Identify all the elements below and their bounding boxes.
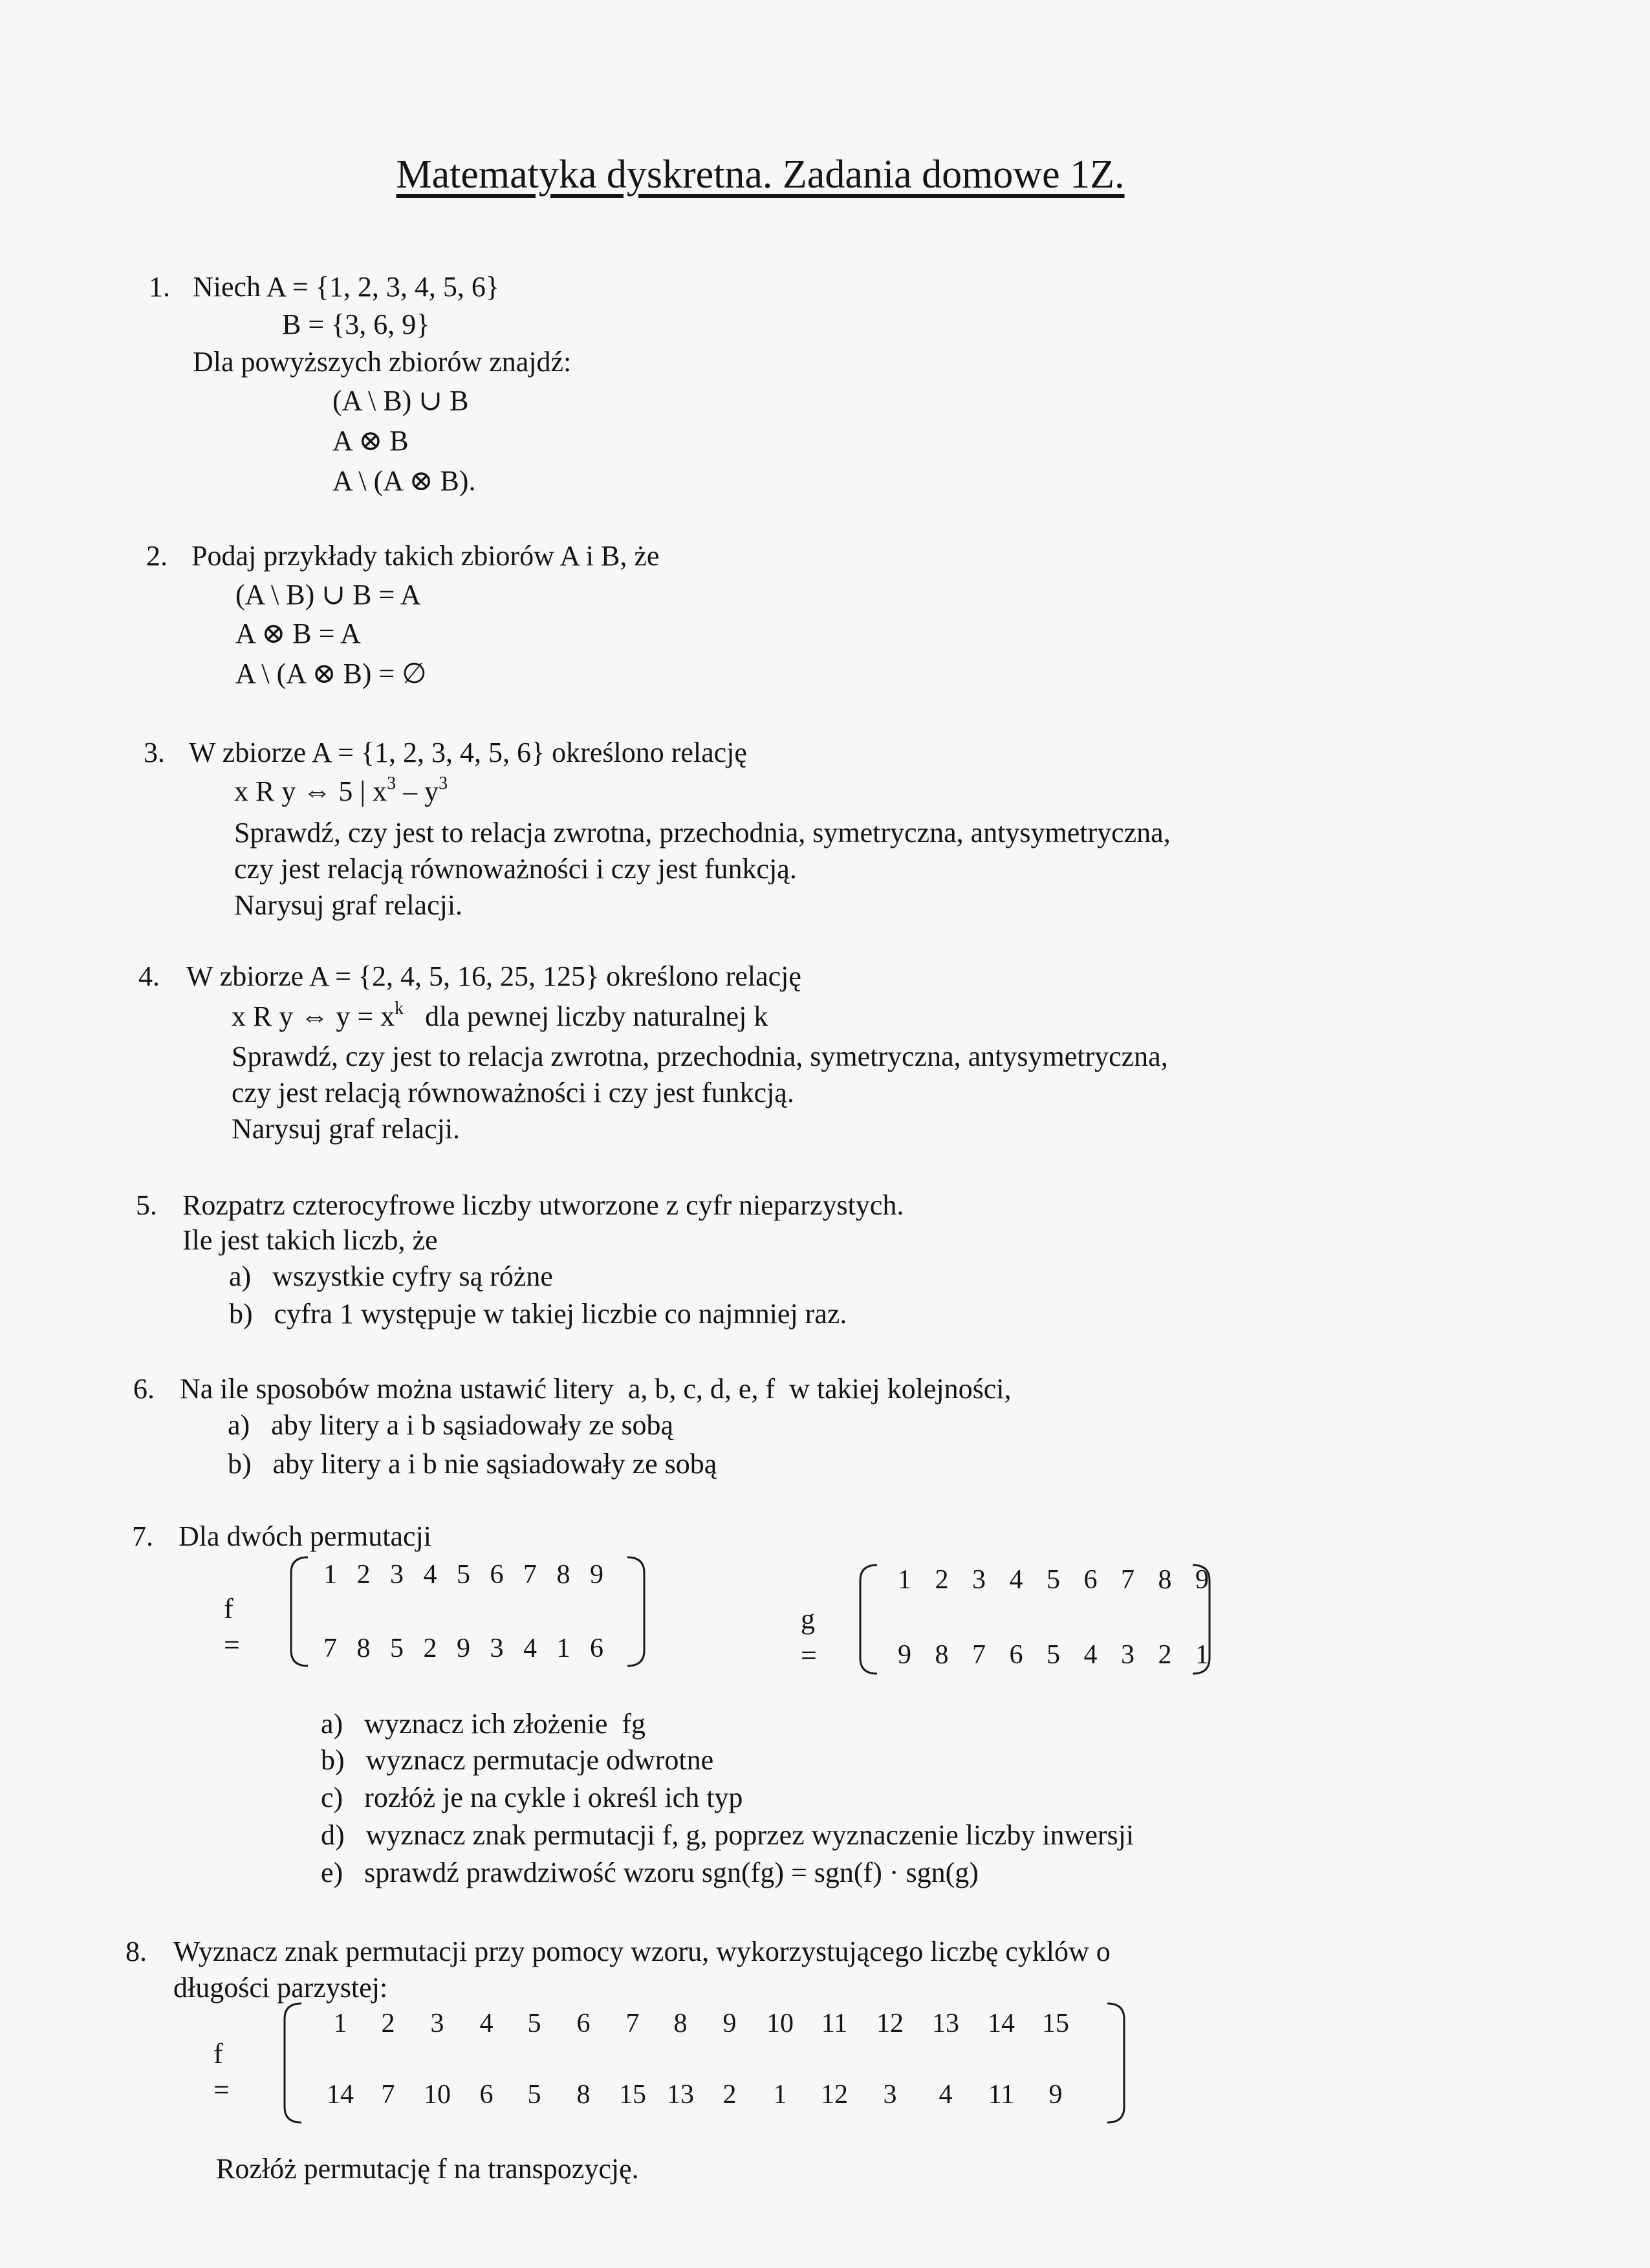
problem-text: Sprawdź, czy jest to relacja zwrotna, przechodnia, symetryczna, antysymetryczna, — [232, 1041, 1168, 1072]
problem-number: 2. — [146, 540, 168, 572]
matrix-label: g = — [801, 1603, 817, 1671]
problem-text: czy jest relacją równoważności i czy jest funkcją. — [234, 853, 797, 885]
matrix-cell: 3 — [883, 2080, 897, 2110]
relation-definition — [234, 773, 448, 810]
matrix-cell: 3 — [430, 2009, 444, 2038]
problem-text: Narysuj graf relacji. — [232, 1113, 461, 1145]
left-bracket — [279, 2000, 305, 2126]
page-title: Matematyka dyskretna. Zadania domowe 1Z. — [396, 153, 1125, 197]
matrix-cell: 13 — [932, 2009, 959, 2038]
sub-item: a) wyznacz ich złożenie fg — [321, 1708, 646, 1740]
problem-text: Na ile sposobów można ustawić litery a, b, c, d, e, f w takiej kolejności, — [180, 1373, 1012, 1405]
expression: A ⊗ B — [332, 425, 409, 457]
matrix-cell: 9 — [722, 2009, 737, 2038]
sub-item: b) wyznacz permutacje odwrotne — [321, 1744, 714, 1776]
matrix-cell: 11 — [988, 2080, 1015, 2110]
problem-text: Ile jest takich liczb, że — [182, 1224, 438, 1256]
exponent: 3 — [439, 773, 448, 794]
problem-number: 3. — [144, 737, 165, 768]
matrix-cell: 14 — [327, 2080, 354, 2110]
problem-text: Rozłóż permutację f na transpozycję. — [216, 2153, 639, 2185]
matrix-cell: 1 — [773, 2080, 787, 2110]
matrix-cell: 1 — [333, 2009, 347, 2038]
matrix-cell: 5 — [527, 2080, 541, 2110]
matrix-cell: 7 — [381, 2080, 395, 2110]
matrix-cell: 6 — [576, 2009, 591, 2038]
problem-text: B = {3, 6, 9} — [282, 308, 430, 340]
right-bracket — [624, 1553, 649, 1670]
problem-text: długości parzystej: — [173, 1972, 388, 2003]
matrix-cell: 7 — [625, 2009, 640, 2038]
matrix-cell: 6 — [479, 2080, 494, 2110]
matrix-bottom-row: 9 8 7 6 5 4 3 2 1 — [898, 1640, 1214, 1670]
matrix-label: f = — [213, 2038, 230, 2106]
problem-text: Dla powyższych zbiorów znajdź: — [193, 346, 572, 378]
problem-text: Rozpatrz czterocyfrowe liczby utworzone z cyfr nieparzystych. — [182, 1189, 904, 1221]
problem-text: Narysuj graf relacji. — [234, 889, 463, 921]
problem-text: czy jest relacją równoważności i czy jest funkcją. — [232, 1077, 794, 1108]
sub-item: b) aby litery a i b nie sąsiadowały ze sobą — [228, 1448, 717, 1480]
matrix-cell: 12 — [821, 2080, 848, 2110]
relation-definition — [232, 999, 768, 1035]
exponent: 3 — [387, 773, 396, 794]
matrix-cell: 5 — [527, 2009, 541, 2038]
sub-item: e) sprawdź prawdziwość wzoru sgn(fg) = sgn(f) · sgn(g) — [321, 1857, 979, 1888]
exponent: k — [395, 999, 404, 1019]
matrix-cell: 10 — [424, 2080, 451, 2110]
problem-number: 1. — [149, 271, 170, 303]
relation-part: dla pewnej liczby naturalnej k — [404, 1000, 768, 1032]
matrix-cell: 2 — [722, 2080, 737, 2110]
matrix-top-row: 1 2 3 4 5 6 7 8 9 — [898, 1565, 1214, 1595]
sub-item: b) cyfra 1 występuje w takiej liczbie co najmniej raz. — [229, 1298, 847, 1330]
left-bracket — [286, 1553, 312, 1670]
matrix-cell: 15 — [1042, 2009, 1069, 2038]
expression: A \ (A ⊗ B) = ∅ — [235, 658, 427, 689]
sub-item: c) rozłóż je na cykle i określ ich typ — [321, 1782, 743, 1813]
expression: (A \ B) ∪ B = A — [235, 579, 421, 610]
matrix-cell: 10 — [766, 2009, 794, 2038]
problem-number: 8. — [125, 1936, 147, 1967]
matrix-cell: 11 — [821, 2009, 848, 2038]
matrix-cell: 4 — [479, 2009, 494, 2038]
relation-part: – y — [396, 775, 439, 807]
problem-text: Podaj przykłady takich zbiorów A i B, że — [191, 540, 660, 572]
left-bracket — [855, 1561, 881, 1678]
problem-text: Dla dwóch permutacji — [179, 1520, 431, 1552]
sub-item: a) aby litery a i b sąsiadowały ze sobą — [228, 1409, 674, 1441]
expression: (A \ B) ∪ B — [332, 385, 469, 416]
problem-number: 7. — [132, 1520, 153, 1552]
expression: A ⊗ B = A — [235, 618, 361, 649]
matrix-cell: 12 — [876, 2009, 904, 2038]
matrix-bottom-row: 7 8 5 2 9 3 4 1 6 — [323, 1634, 607, 1663]
matrix-cell: 2 — [381, 2009, 395, 2038]
matrix-cell: 15 — [619, 2080, 646, 2110]
problem-text: Niech A = {1, 2, 3, 4, 5, 6} — [193, 271, 500, 303]
problem-text: W zbiorze A = {2, 4, 5, 16, 25, 125} określono relację — [186, 960, 801, 992]
matrix-top-row: 1 2 3 4 5 6 7 8 9 — [323, 1560, 607, 1590]
matrix-cell: 13 — [667, 2080, 694, 2110]
problem-number: 5. — [136, 1189, 157, 1221]
matrix-cell: 8 — [576, 2080, 591, 2110]
matrix-label: f = — [224, 1593, 240, 1661]
sub-item: a) wszystkie cyfry są różne — [229, 1260, 553, 1292]
matrix-cell: 4 — [939, 2080, 953, 2110]
relation-part: x R y ⇔ 5 | x — [234, 775, 387, 807]
problem-text: Wyznacz znak permutacji przy pomocy wzoru, wykorzystującego liczbę cyklów o — [173, 1936, 1111, 1967]
matrix-cell: 14 — [988, 2009, 1015, 2038]
matrix-cell: 9 — [1048, 2080, 1063, 2110]
right-bracket — [1189, 1561, 1215, 1678]
relation-part: x R y ⇔ y = x — [232, 1000, 395, 1032]
right-bracket — [1103, 2000, 1129, 2126]
problem-number: 4. — [138, 960, 160, 992]
expression: A \ (A ⊗ B). — [332, 465, 476, 497]
problem-text: W zbiorze A = {1, 2, 3, 4, 5, 6} określono relację — [189, 737, 747, 768]
matrix-cell: 8 — [673, 2009, 688, 2038]
problem-number: 6. — [133, 1373, 155, 1405]
sub-item: d) wyznacz znak permutacji f, g, poprzez wyznaczenie liczby inwersji — [321, 1819, 1134, 1851]
problem-text: Sprawdź, czy jest to relacja zwrotna, przechodnia, symetryczna, antysymetryczna, — [234, 817, 1171, 848]
